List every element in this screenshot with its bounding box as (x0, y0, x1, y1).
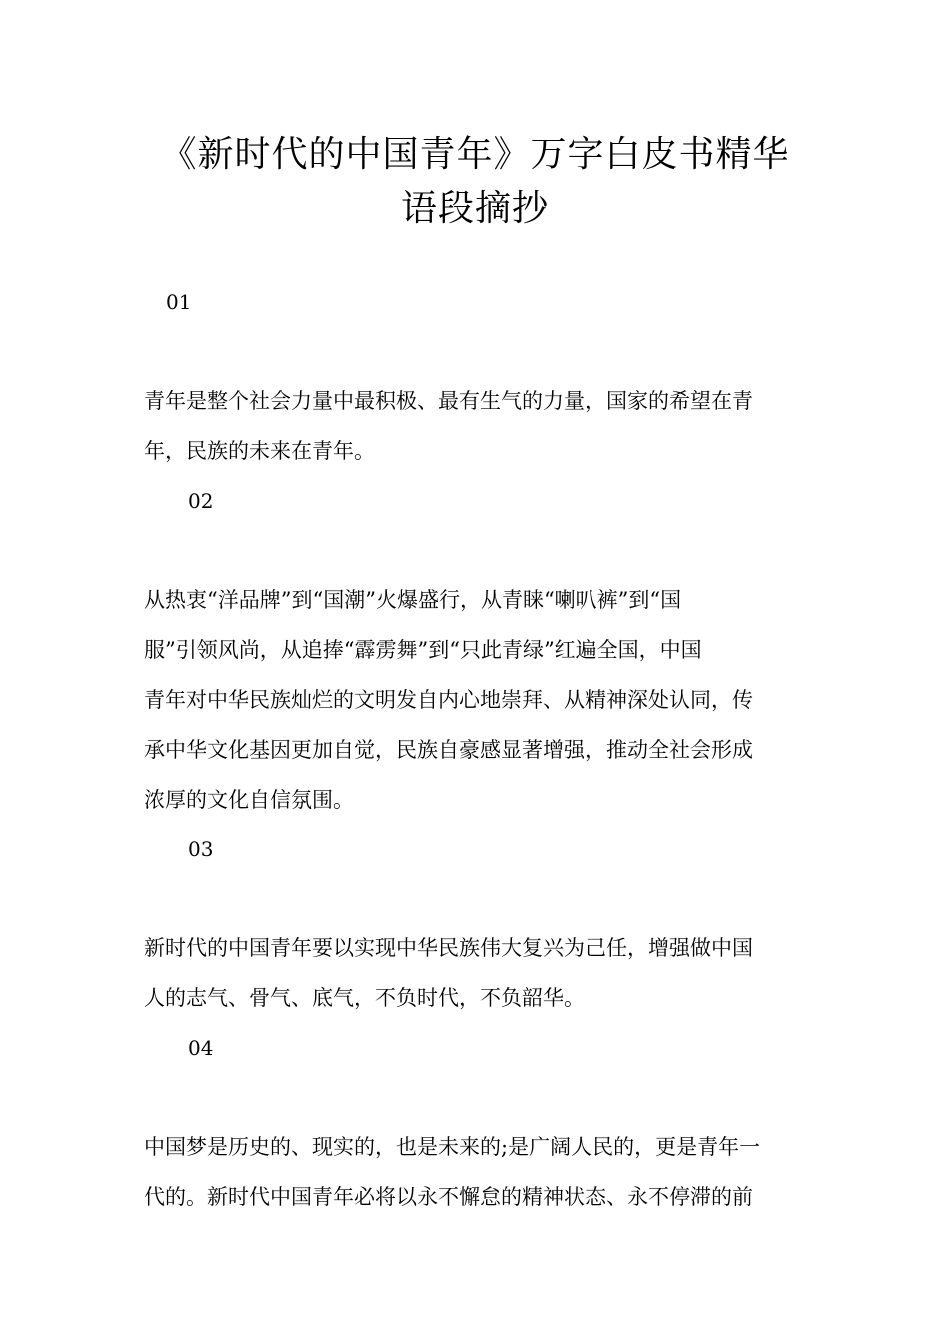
section-paragraph-04 (144, 1122, 806, 1222)
paragraph-line: 浓厚的文化自信氛围。 (144, 788, 354, 812)
paragraph-line: 人的志气、骨气、底气，不负时代，不负韶华。 (144, 986, 585, 1010)
section-paragraph-03 (144, 923, 806, 1023)
paragraph-line: 代的。新时代中国青年必将以永不懈怠的精神状态、永不停滞的前 (144, 1185, 753, 1209)
paragraph-line: 新时代的中国青年要以实现中华民族伟大复兴为己任，增强做中国 (144, 936, 753, 960)
section-number-01: 01 (166, 290, 192, 314)
section-number-03: 03 (188, 837, 214, 861)
paragraph-line: 服”引领风尚，从追捧“霹雳舞”到“只此青绿”红遍全国，中国 (144, 638, 702, 662)
paragraph-line: 中国梦是历史的、现实的，也是未来的;是广阔人民的，更是青年一 (144, 1135, 761, 1159)
section-paragraph-01 (144, 376, 806, 476)
document-title-line-1: 《新时代的中国青年》万字白皮书精华 (160, 134, 790, 175)
document-title-line-2: 语段摘抄 (400, 188, 549, 229)
section-paragraph-02 (144, 575, 806, 825)
paragraph-line: 青年对中华民族灿烂的文明发自内心地崇拜、从精神深处认同，传 (144, 688, 753, 712)
section-number-04: 04 (188, 1036, 214, 1060)
paragraph-line: 从热衷“洋品牌”到“国潮”火爆盛行，从青睐“喇叭裤”到“国 (144, 588, 682, 612)
paragraph-line: 承中华文化基因更加自觉，民族自豪感显著增强，推动全社会形成 (144, 738, 753, 762)
section-number-02: 02 (188, 489, 214, 513)
paragraph-line: 年，民族的未来在青年。 (144, 439, 375, 463)
paragraph-line: 青年是整个社会力量中最积极、最有生气的力量，国家的希望在青 (144, 389, 753, 413)
